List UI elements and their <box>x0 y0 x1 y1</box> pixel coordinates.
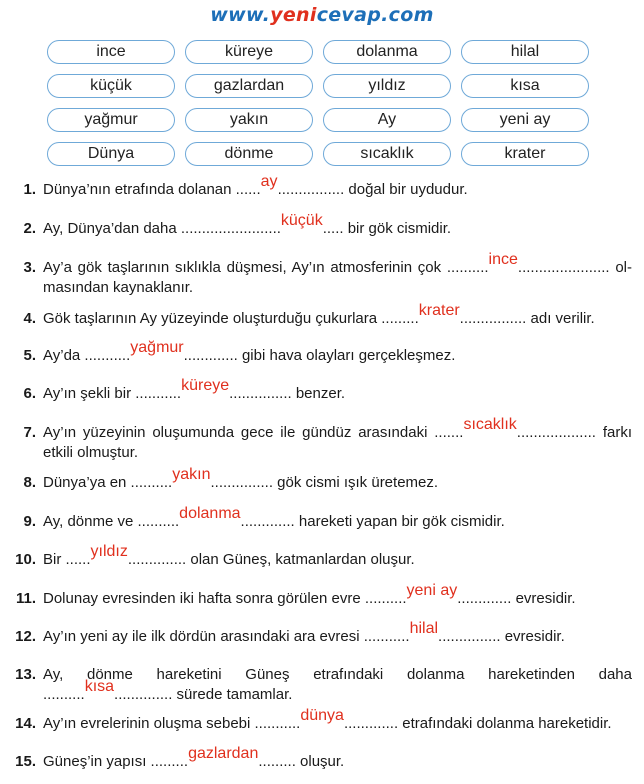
answer-text: kısa <box>84 678 115 695</box>
question-number: 9. <box>23 513 36 530</box>
word-bank-item: Ay <box>323 108 451 132</box>
word-bank-item: yakın <box>185 108 313 132</box>
header-part-cevap: cevap <box>316 4 382 26</box>
answer-text: küreye <box>181 377 230 394</box>
word-bank-item: krater <box>461 142 589 166</box>
answer-text: küçük <box>280 212 323 229</box>
question-number: 2. <box>23 220 36 237</box>
word-bank-item: Dünya <box>47 142 175 166</box>
question-text: Dünya’ya en ..........yakın............... gök cismi ışık üretemez. <box>43 466 439 491</box>
answer-text: yeni ay <box>406 582 458 599</box>
answer-text: yağmur <box>130 339 184 356</box>
word-bank-item: yeni ay <box>461 108 589 132</box>
answer-text: gazlardan <box>188 745 259 762</box>
question-text: Ay, dönme hareketini Güneş etrafındaki dolanma hareketinden daha ..........kısa.............. sürede tamamlar. <box>43 666 632 703</box>
question-text: Bir ......yıldız.............. olan Güneş, katmanlardan oluşur. <box>43 543 415 568</box>
question-number: 13. <box>15 666 36 683</box>
question-text: Ay’da ...........yağmur............. gibi hava olayları gerçekleşmez. <box>43 339 456 364</box>
question-text: Ay, Dünya’dan daha ........................küçük..... bir gök cismidir. <box>43 212 452 237</box>
answer-text: krater <box>418 302 460 319</box>
question-number: 10. <box>15 551 36 568</box>
question-text: Dünya’nın etrafında dolanan ......ay................ doğal bir uydudur. <box>43 173 468 198</box>
question-number: 4. <box>23 310 36 327</box>
answer-text: ay <box>260 173 278 190</box>
header-part-com: .com <box>381 4 434 26</box>
word-bank <box>47 40 617 166</box>
question-text: Ay’ın evrelerinin oluşma sebebi ...........dünya............. etrafındaki dolanma hareketidir. <box>43 707 612 732</box>
question-text: Güneş’in yapısı .........gazlardan......... oluşur. <box>43 745 345 770</box>
word-bank-item: yıldız <box>323 74 451 98</box>
question-number: 7. <box>23 424 36 441</box>
word-bank-item: ince <box>47 40 175 64</box>
question-text: Ay, dönme ve ..........dolanma............. hareketi yapan bir gök cismidir. <box>43 505 505 530</box>
header-part-yeni: yeni <box>270 4 317 26</box>
question-number: 1. <box>23 181 36 198</box>
answer-text: dünya <box>300 707 344 724</box>
word-bank-item: dolanma <box>323 40 451 64</box>
word-bank-item: küçük <box>47 74 175 98</box>
word-bank-item: gazlardan <box>185 74 313 98</box>
answer-text: ince <box>488 251 518 268</box>
word-bank-item: sıcaklık <box>323 142 451 166</box>
question-number: 5. <box>23 347 36 364</box>
header-part-www: www. <box>210 4 271 26</box>
word-bank-item: küreye <box>185 40 313 64</box>
question-number: 14. <box>15 715 36 732</box>
word-bank-item: dönme <box>185 142 313 166</box>
question-text: Ay’ın yüzeyinin oluşumunda gece ile gündüz arasındaki .......sıcaklık................... farkı etkili olmuştur. <box>43 416 632 461</box>
answer-text: yıldız <box>90 543 128 560</box>
answer-text: sıcaklık <box>463 416 517 433</box>
question-number: 15. <box>15 753 36 770</box>
word-bank-item: hilal <box>461 40 589 64</box>
question-number: 12. <box>15 628 36 645</box>
question-number: 8. <box>23 474 36 491</box>
answer-text: yakın <box>172 466 211 483</box>
question-text: Ay’ın yeni ay ile ilk dördün arasındaki ara evresi ...........hilal............... evresidir. <box>43 620 565 645</box>
question-number: 3. <box>23 259 36 276</box>
question-text: Ay’ın şekli bir ...........küreye............... benzer. <box>43 377 346 402</box>
question-number: 6. <box>23 385 36 402</box>
site-header <box>0 4 644 26</box>
question-text: Gök taşlarının Ay yüzeyinde oluşturduğu çukurlara .........krater................ adı verilir. <box>43 302 595 327</box>
question-text: Dolunay evresinden iki hafta sonra görülen evre ..........yeni ay............. evresidir. <box>43 582 576 607</box>
question-text: Ay’a gök taşlarının sıklıkla düşmesi, Ay’ın atmosferinin çok ..........ince...................... ol- masından kaynaklanır. <box>43 251 632 296</box>
answer-text: dolanma <box>179 505 241 522</box>
word-bank-item: kısa <box>461 74 589 98</box>
question-number: 11. <box>15 590 36 607</box>
word-bank-item: yağmur <box>47 108 175 132</box>
answer-text: hilal <box>409 620 439 637</box>
